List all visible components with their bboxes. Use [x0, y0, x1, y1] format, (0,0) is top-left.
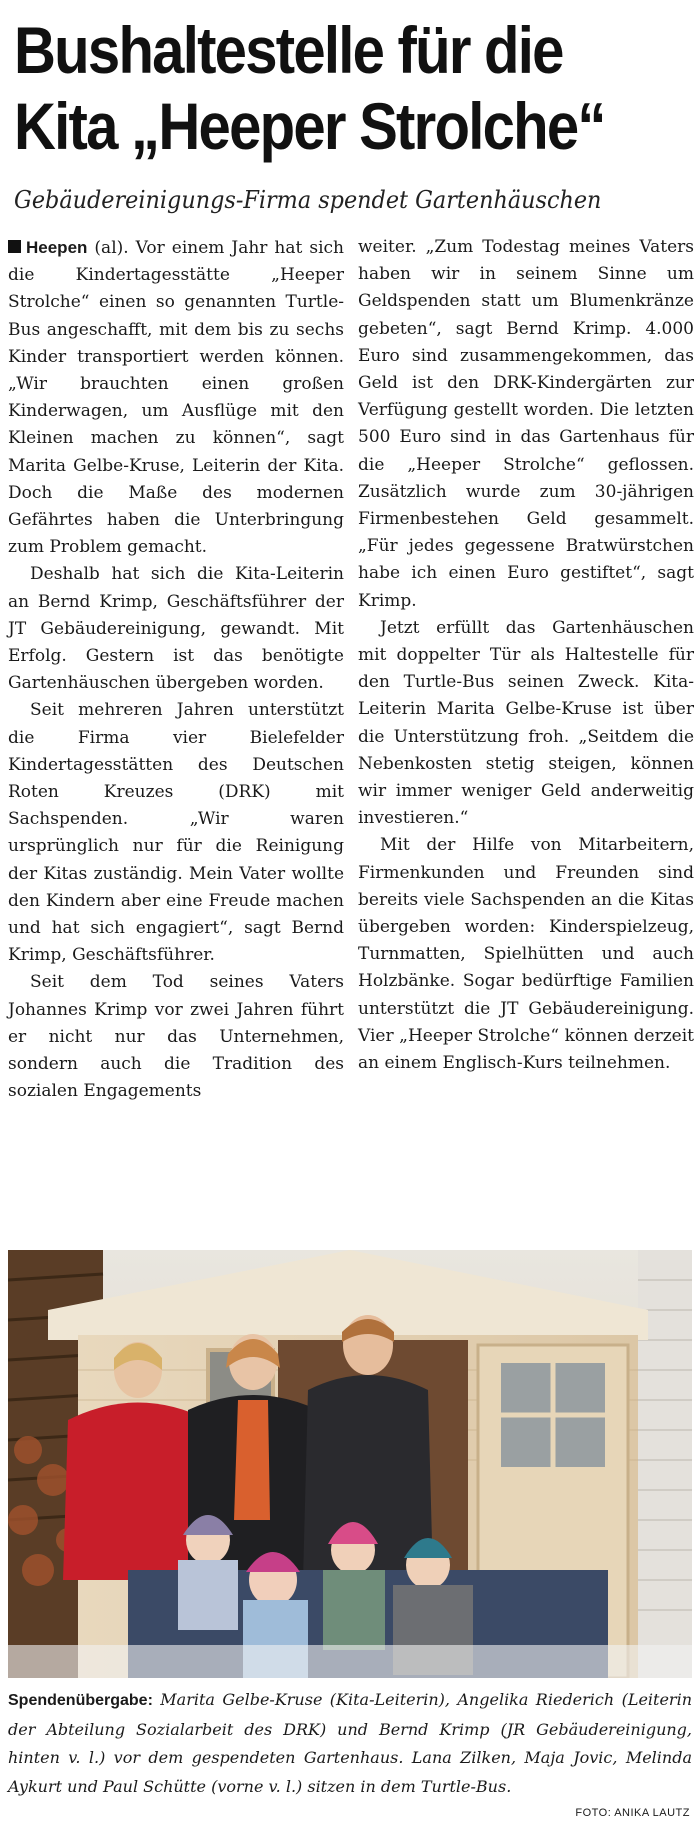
subheadline: Gebäudereinigungs-Firma spendet Gartenhäuschen: [14, 186, 602, 214]
article-photo: [8, 1250, 692, 1678]
paragraph: [8, 234, 344, 561]
caption-lead: Spendenübergabe:: [8, 1692, 153, 1709]
garden-house-photo: [8, 1250, 692, 1678]
paragraph: Seit dem Tod seines Vaters Johannes Krimp vor zwei Jahren führt er nicht nur das Unternehmen, sondern auch die Tradition des sozialen Engagements: [8, 972, 344, 1102]
dateline-location: Heepen: [26, 238, 88, 257]
article-column-left: [8, 234, 344, 1106]
headline-line-1: Bushaltestelle für die: [14, 13, 563, 87]
paragraph: weiter. „Zum Todestag meines Vaters haben wir in seinem Sinne um Geldspenden statt um Blumenkränze gebeten“, sagt Bernd Krimp. 4.000 Euro sind zusammengekommen, das Geld ist den DRK-Kindergärten zur Verfügung gestellt worden. Die letzten 500 Euro sind in das Gartenhaus für die „Heeper Strolche“ geflossen. Zusätzlich wurde zum 30-jährigen Firmenbestehen Geld gesammelt. „Für jedes gegessene Bratwürstchen habe ich einen Euro gestiftet“, sagt Krimp.: [358, 237, 694, 611]
paragraph: Jetzt erfüllt das Gartenhäuschen mit doppelter Tür als Haltestelle für den Turtle-Bus seinen Zweck. Kita-Leiterin Marita Gelbe-Kruse ist über die Unterstützung froh. „Seitdem die Nebenkosten stetig steigen, können wir immer weniger Geld anderweitig investieren.“: [358, 617, 694, 829]
paragraph: Seit mehreren Jahren unterstützt die Firma vier Bielefelder Kindertagesstätten des Deutschen Roten Kreuzes (DRK) mit Sachspenden. „Wir waren ursprünglich nur für die Reinigung der Kitas zuständig. Mein Vater wollte den Kindern aber eine Freude machen und hat sich engagiert“, sagt Bernd Krimp, Geschäftsführer.: [8, 700, 344, 966]
headline-line-2: Kita „Heeper Strolche“: [14, 89, 605, 163]
caption-text: Marita Gelbe-Kruse (Kita-Leiterin), Angelika Riederich (Leiterin der Abteilung Sozialarbeit des DRK) und Bernd Krimp (JR Gebäudereinigung, hinten v. l.) vor dem gespendeten Gartenhaus. Lana Zilken, Maja Jovic, Melinda Aykurt und Paul Schütte (vorne v. l.) sitzen in dem Turtle-Bus.: [8, 1690, 692, 1796]
paragraph-text: (al). Vor einem Jahr hat sich die Kindertagesstätte „Heeper Strolche“ einen so genannten Turtle-Bus angeschafft, mit dem bis zu sechs Kinder transportiert werden können. „Wir brauchten einen großen Kinderwagen, um Ausflüge mit den Kleinen machen zu können“, sagt Marita Gelbe-Kruse, Leiterin der Kita. Doch die Maße des modernen Gefährtes haben die Unterbringung zum Problem gemacht.: [8, 238, 344, 558]
photo-credit: FOTO: ANIKA LAUTZ: [569, 1807, 690, 1819]
paragraph: Deshalb hat sich die Kita-Leiterin an Bernd Krimp, Geschäftsführer der JT Gebäudereinigung, gewandt. Mit Erfolg. Gestern ist das benötigte Gartenhäuschen übergeben worden.: [8, 564, 344, 694]
paragraph: Mit der Hilfe von Mitarbeitern, Firmenkunden und Freunden sind bereits viele Sachspenden an die Kitas übergeben worden: Kinderspielzeug, Turnmatten, Spielhütten und auch Holzbänke. Sogar bedürftige Familien unterstützt die JT Gebäudereinigung. Vier „Heeper Strolche“ können derzeit an einem Englisch-Kurs teilnehmen.: [358, 835, 694, 1074]
photo-caption: [8, 1686, 692, 1801]
square-bullet-icon: [8, 240, 21, 253]
article-column-right: [358, 234, 694, 1077]
headline: [14, 12, 605, 164]
